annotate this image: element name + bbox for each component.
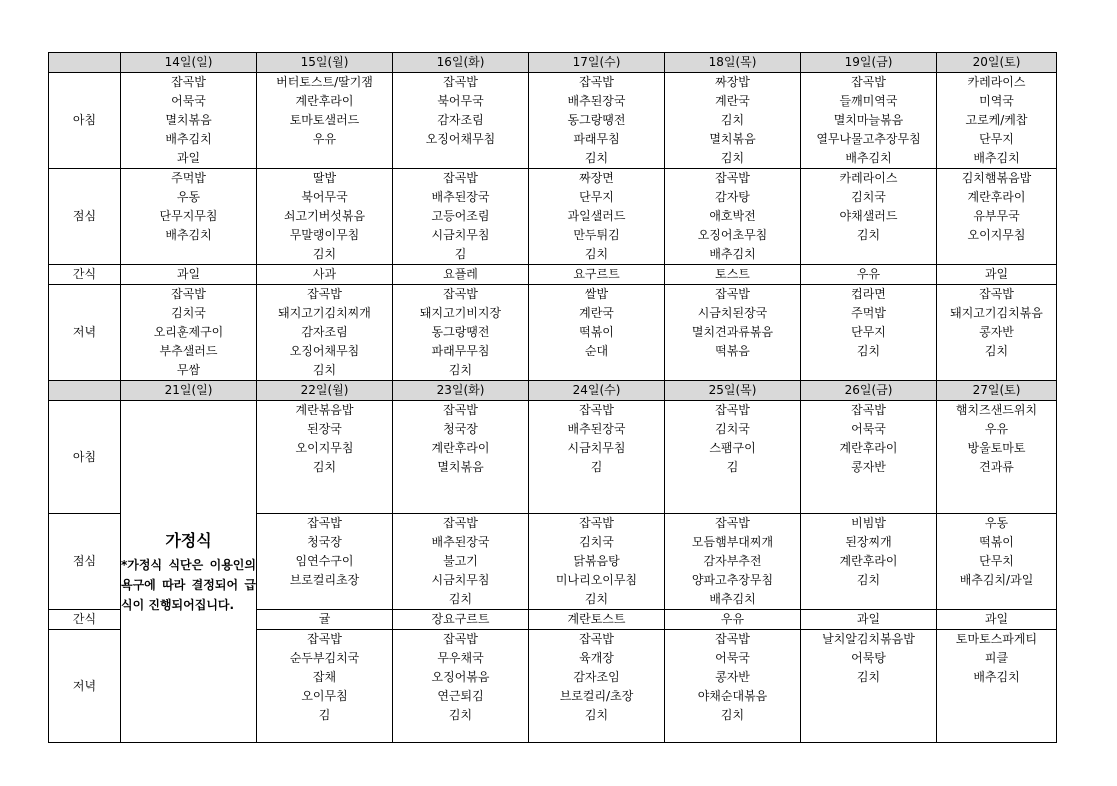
menu-item: 김치 <box>584 151 609 165</box>
menu-item: 계란후라이 <box>967 190 1026 204</box>
menu-item: 돼지고기김치찌개 <box>278 306 371 320</box>
menu-item: 불고기 <box>443 554 478 568</box>
menu-item: 계란후라이 <box>839 441 898 455</box>
menu-cell <box>529 73 665 169</box>
menu-item: 파래무침 <box>573 132 620 146</box>
menu-item: 김치국 <box>171 306 206 320</box>
menu-item: 김치 <box>448 363 473 377</box>
week1-meal-row <box>49 285 1057 381</box>
date-header: 23일(화) <box>393 381 529 401</box>
menu-item: 잡곡밥 <box>579 403 614 417</box>
menu-item: 잡곡밥 <box>443 171 478 185</box>
week1-meal-row <box>49 169 1057 265</box>
menu-cell <box>529 610 665 630</box>
menu-cell <box>801 401 937 514</box>
menu-item: 멸치마늘볶음 <box>833 113 904 127</box>
menu-item: 잡곡밥 <box>579 632 614 646</box>
menu-cell <box>257 265 393 285</box>
menu-cell <box>257 610 393 630</box>
menu-item: 순대 <box>584 344 609 358</box>
menu-item: 계란국 <box>715 94 750 108</box>
menu-item: 김 <box>590 460 603 474</box>
menu-item: 감자조임 <box>573 670 620 684</box>
menu-item: 무말랭이무침 <box>289 228 360 242</box>
menu-item: 김치 <box>584 708 609 722</box>
menu-item: 잡곡밥 <box>171 287 206 301</box>
menu-item: 오이무침 <box>301 689 348 703</box>
home-meal-cell <box>121 401 257 743</box>
menu-item: 요플레 <box>443 267 478 281</box>
menu-item: 계란국 <box>579 306 614 320</box>
meal-label: 간식 <box>49 610 121 630</box>
menu-cell <box>393 73 529 169</box>
menu-item: 고로케/케찹 <box>965 113 1028 127</box>
menu-cell <box>665 73 801 169</box>
menu-item: 김치국 <box>579 535 614 549</box>
menu-item: 미나리오이무침 <box>555 573 638 587</box>
menu-item: 배추된장국 <box>431 535 490 549</box>
menu-item: 견과류 <box>979 460 1014 474</box>
menu-cell <box>121 265 257 285</box>
menu-item: 잡곡밥 <box>443 632 478 646</box>
menu-item: 김치 <box>312 363 337 377</box>
menu-item: 과일 <box>176 267 201 281</box>
menu-item: 단무지 <box>851 325 886 339</box>
menu-item: 시금치무침 <box>567 441 626 455</box>
menu-cell <box>393 514 529 610</box>
menu-item: 잡곡밥 <box>171 75 206 89</box>
menu-item: 어묵국 <box>851 422 886 436</box>
menu-item: 잡곡밥 <box>579 516 614 530</box>
menu-item: 김 <box>726 460 739 474</box>
menu-item: 토스트 <box>715 267 750 281</box>
menu-item: 들깨미역국 <box>839 94 898 108</box>
menu-item: 배추된장국 <box>567 422 626 436</box>
menu-item: 김치 <box>856 344 881 358</box>
menu-item: 브로컬리/초장 <box>559 689 634 703</box>
menu-item: 오징어채무침 <box>289 344 360 358</box>
menu-item: 귤 <box>318 612 331 626</box>
meal-label: 아침 <box>49 401 121 514</box>
menu-item: 시금치된장국 <box>697 306 768 320</box>
menu-cell <box>801 73 937 169</box>
menu-item: 된장국 <box>307 422 342 436</box>
menu-item: 날치알김치볶음밥 <box>822 632 915 646</box>
menu-item: 김치 <box>312 247 337 261</box>
week2-meal-row <box>49 401 1057 514</box>
menu-item: 김치 <box>856 573 881 587</box>
menu-item: 계란후라이 <box>295 94 354 108</box>
menu-item: 잡곡밥 <box>851 403 886 417</box>
menu-item: 잡곡밥 <box>443 516 478 530</box>
menu-item: 잡곡밥 <box>715 171 750 185</box>
menu-item: 김치 <box>720 151 745 165</box>
menu-cell <box>665 265 801 285</box>
menu-cell <box>665 514 801 610</box>
menu-item: 떡볶이 <box>979 535 1014 549</box>
date-header: 22일(월) <box>257 381 393 401</box>
menu-item: 김치국 <box>851 190 886 204</box>
menu-cell <box>529 169 665 265</box>
menu-item: 계란후라이 <box>839 554 898 568</box>
date-header: 14일(일) <box>121 53 257 73</box>
menu-cell <box>529 285 665 381</box>
menu-cell <box>257 630 393 743</box>
menu-cell <box>393 630 529 743</box>
menu-item: 양파고추장무침 <box>691 573 774 587</box>
menu-cell <box>257 285 393 381</box>
menu-item: 단무지무침 <box>159 209 218 223</box>
menu-item: 단무지 <box>579 190 614 204</box>
menu-item: 잡곡밥 <box>307 516 342 530</box>
menu-item: 임연수구이 <box>295 554 354 568</box>
menu-cell <box>393 265 529 285</box>
menu-cell <box>801 610 937 630</box>
menu-item: 무우채국 <box>437 651 484 665</box>
menu-item: 오이지무침 <box>967 228 1026 242</box>
menu-item: 떡볶이 <box>579 325 614 339</box>
menu-cell <box>801 265 937 285</box>
menu-cell <box>393 285 529 381</box>
menu-item: 육개장 <box>579 651 614 665</box>
menu-item: 방울토마토 <box>967 441 1026 455</box>
menu-cell <box>121 169 257 265</box>
menu-item: 야채샐러드 <box>839 209 898 223</box>
menu-item: 잡곡밥 <box>715 516 750 530</box>
menu-item: 사과 <box>312 267 337 281</box>
menu-item: 컵라면 <box>851 287 886 301</box>
date-header: 18일(목) <box>665 53 801 73</box>
menu-item: 잡곡밥 <box>307 632 342 646</box>
weekly-meal-table <box>48 52 1057 743</box>
menu-item: 김치 <box>448 708 473 722</box>
menu-item: 김치햄볶음밥 <box>961 171 1032 185</box>
menu-cell <box>529 514 665 610</box>
menu-cell <box>529 265 665 285</box>
menu-cell <box>257 401 393 514</box>
menu-item: 카레라이스 <box>839 171 898 185</box>
meal-label: 간식 <box>49 265 121 285</box>
menu-item: 오징어볶음 <box>431 670 490 684</box>
menu-item: 잡곡밥 <box>715 632 750 646</box>
date-header: 21일(일) <box>121 381 257 401</box>
menu-item: 토마토샐러드 <box>289 113 360 127</box>
menu-item: 과일 <box>856 612 881 626</box>
menu-item: 김치 <box>584 247 609 261</box>
menu-item: 잡곡밥 <box>443 75 478 89</box>
menu-item: 배추된장국 <box>567 94 626 108</box>
menu-item: 배추김치 <box>845 151 892 165</box>
menu-item: 잡곡밥 <box>979 287 1014 301</box>
menu-item: 파래무무침 <box>431 344 490 358</box>
menu-item: 콩자반 <box>851 460 886 474</box>
menu-cell <box>665 610 801 630</box>
menu-item: 열무나물고추장무침 <box>816 132 921 146</box>
menu-cell <box>393 401 529 514</box>
week2-date-header-row <box>49 381 1057 401</box>
menu-item: 유부무국 <box>973 209 1020 223</box>
menu-item: 주먹밥 <box>851 306 886 320</box>
menu-item: 멸치볶음 <box>165 113 212 127</box>
menu-item: 잡곡밥 <box>443 403 478 417</box>
menu-cell <box>393 169 529 265</box>
menu-item: 배추김치/과일 <box>959 573 1034 587</box>
menu-item: 우동 <box>984 516 1009 530</box>
menu-item: 청국장 <box>443 422 478 436</box>
meal-label: 저녁 <box>49 285 121 381</box>
menu-item: 우유 <box>312 132 337 146</box>
menu-item: 동그랑땡전 <box>567 113 626 127</box>
date-header: 25일(목) <box>665 381 801 401</box>
date-header: 26일(금) <box>801 381 937 401</box>
menu-cell <box>937 401 1057 514</box>
menu-item: 멸치볶음 <box>437 460 484 474</box>
menu-cell <box>257 514 393 610</box>
menu-item: 잡곡밥 <box>851 75 886 89</box>
menu-item: 북어무국 <box>301 190 348 204</box>
menu-item: 배추김치 <box>709 592 756 606</box>
menu-item: 배추김치 <box>165 132 212 146</box>
menu-item: 버터토스트/딸기잼 <box>276 75 373 89</box>
menu-item: 어묵국 <box>715 651 750 665</box>
menu-item: 잡곡밥 <box>579 75 614 89</box>
menu-item: 쌀밥 <box>584 287 609 301</box>
menu-item: 요구르트 <box>573 267 620 281</box>
date-header: 20일(토) <box>937 53 1057 73</box>
menu-item: 짜장밥 <box>715 75 750 89</box>
menu-item: 단무지 <box>979 132 1014 146</box>
header-corner <box>49 381 121 401</box>
menu-item: 스팸구이 <box>709 441 756 455</box>
menu-item: 김치 <box>584 592 609 606</box>
menu-item: 배추김치 <box>973 670 1020 684</box>
menu-item: 우동 <box>176 190 201 204</box>
menu-item: 돼지고기비지장 <box>419 306 502 320</box>
menu-item: 김치 <box>448 592 473 606</box>
menu-item: 쇠고기버섯볶음 <box>283 209 366 223</box>
menu-item: 잡곡밥 <box>715 287 750 301</box>
menu-item: 잡곡밥 <box>307 287 342 301</box>
menu-item: 장요구르트 <box>431 612 490 626</box>
menu-item: 감자탕 <box>715 190 750 204</box>
menu-item: 김치 <box>720 708 745 722</box>
menu-item: 단무치 <box>979 554 1014 568</box>
menu-item: 토마토스파게티 <box>955 632 1038 646</box>
menu-cell <box>937 285 1057 381</box>
meal-label: 저녁 <box>49 630 121 743</box>
menu-cell <box>665 169 801 265</box>
menu-item: 배추김치 <box>973 151 1020 165</box>
menu-item: 오이지무침 <box>295 441 354 455</box>
menu-cell <box>529 630 665 743</box>
menu-item: 무쌈 <box>176 363 201 377</box>
week1-meal-row <box>49 265 1057 285</box>
menu-item: 시금치무침 <box>431 573 490 587</box>
menu-item: 멸치볶음 <box>709 132 756 146</box>
menu-cell <box>937 73 1057 169</box>
menu-item: 오리훈제구이 <box>153 325 224 339</box>
home-meal-title: 가정식 <box>165 530 212 550</box>
meal-label: 아침 <box>49 73 121 169</box>
menu-item: 우유 <box>720 612 745 626</box>
menu-item: 브로컬리초장 <box>289 573 360 587</box>
menu-item: 김치 <box>312 460 337 474</box>
menu-cell <box>801 514 937 610</box>
meal-label: 점심 <box>49 169 121 265</box>
menu-cell <box>937 265 1057 285</box>
menu-item: 만두튀김 <box>573 228 620 242</box>
menu-item: 감자조림 <box>301 325 348 339</box>
home-meal-note: *가정식 식단은 이용인의 욕구에 따라 결정되어 급식이 진행되어집니다. <box>121 557 256 612</box>
menu-item: 콩자반 <box>979 325 1014 339</box>
menu-item: 야채순대볶음 <box>697 689 768 703</box>
menu-item: 우유 <box>984 422 1009 436</box>
menu-item: 오징어초무침 <box>697 228 768 242</box>
menu-item: 김 <box>454 247 467 261</box>
menu-item: 주먹밥 <box>171 171 206 185</box>
menu-cell <box>529 401 665 514</box>
menu-item: 과일 <box>176 151 201 165</box>
menu-item: 피클 <box>984 651 1009 665</box>
menu-item: 미역국 <box>979 94 1014 108</box>
menu-cell <box>121 73 257 169</box>
meal-label: 점심 <box>49 514 121 610</box>
menu-cell <box>801 630 937 743</box>
menu-item: 콩자반 <box>715 670 750 684</box>
menu-item: 배추김치 <box>709 247 756 261</box>
menu-item: 계란후라이 <box>431 441 490 455</box>
menu-item: 배추된장국 <box>431 190 490 204</box>
menu-item: 과일샐러드 <box>567 209 626 223</box>
menu-item: 비빔밥 <box>851 516 886 530</box>
menu-cell <box>801 169 937 265</box>
date-header: 27일(토) <box>937 381 1057 401</box>
menu-item: 딸밥 <box>312 171 337 185</box>
menu-item: 짜장면 <box>579 171 614 185</box>
menu-item: 모듬햄부대찌개 <box>691 535 774 549</box>
menu-cell <box>257 169 393 265</box>
menu-item: 감자조림 <box>437 113 484 127</box>
date-header: 16일(화) <box>393 53 529 73</box>
menu-item: 우유 <box>856 267 881 281</box>
menu-cell <box>937 514 1057 610</box>
menu-item: 잡곡밥 <box>715 403 750 417</box>
menu-item: 김치국 <box>715 422 750 436</box>
menu-item: 순두부김치국 <box>289 651 360 665</box>
menu-item: 애호박전 <box>709 209 756 223</box>
menu-cell <box>937 630 1057 743</box>
menu-item: 시금치무침 <box>431 228 490 242</box>
menu-item: 계란토스트 <box>567 612 626 626</box>
menu-cell <box>937 169 1057 265</box>
menu-item: 김 <box>318 708 331 722</box>
menu-item: 떡볶음 <box>715 344 750 358</box>
menu-cell <box>801 285 937 381</box>
menu-item: 잡채 <box>312 670 337 684</box>
menu-item: 과일 <box>984 612 1009 626</box>
menu-item: 감자부추전 <box>703 554 762 568</box>
menu-item: 동그랑땡전 <box>431 325 490 339</box>
date-header: 24일(수) <box>529 381 665 401</box>
header-corner <box>49 53 121 73</box>
week1-date-header-row <box>49 53 1057 73</box>
menu-item: 멸치견과류볶음 <box>691 325 774 339</box>
menu-item: 김치 <box>984 344 1009 358</box>
menu-item: 고등어조림 <box>431 209 490 223</box>
menu-cell <box>393 610 529 630</box>
menu-item: 카레라이스 <box>967 75 1026 89</box>
menu-item: 과일 <box>984 267 1009 281</box>
menu-item: 김치 <box>856 670 881 684</box>
menu-item: 어묵국 <box>171 94 206 108</box>
menu-item: 된장찌개 <box>845 535 892 549</box>
menu-item: 김치 <box>856 228 881 242</box>
menu-item: 북어무국 <box>437 94 484 108</box>
menu-item: 어묵탕 <box>851 651 886 665</box>
menu-item: 부추샐러드 <box>159 344 218 358</box>
date-header: 19일(금) <box>801 53 937 73</box>
menu-item: 오징어채무침 <box>425 132 496 146</box>
menu-cell <box>665 285 801 381</box>
menu-item: 김치 <box>720 113 745 127</box>
menu-item: 닭볶음탕 <box>573 554 620 568</box>
menu-cell <box>665 401 801 514</box>
menu-cell <box>937 610 1057 630</box>
menu-item: 햄치즈샌드위치 <box>955 403 1038 417</box>
menu-item: 연근퇴김 <box>437 689 484 703</box>
menu-item: 계란볶음밥 <box>295 403 354 417</box>
menu-cell <box>121 285 257 381</box>
menu-cell <box>665 630 801 743</box>
date-header: 17일(수) <box>529 53 665 73</box>
week1-meal-row <box>49 73 1057 169</box>
menu-item: 청국장 <box>307 535 342 549</box>
menu-cell <box>257 73 393 169</box>
date-header: 15일(월) <box>257 53 393 73</box>
menu-item: 배추김치 <box>165 228 212 242</box>
menu-item: 돼지고기김치볶음 <box>950 306 1043 320</box>
menu-item: 잡곡밥 <box>443 287 478 301</box>
